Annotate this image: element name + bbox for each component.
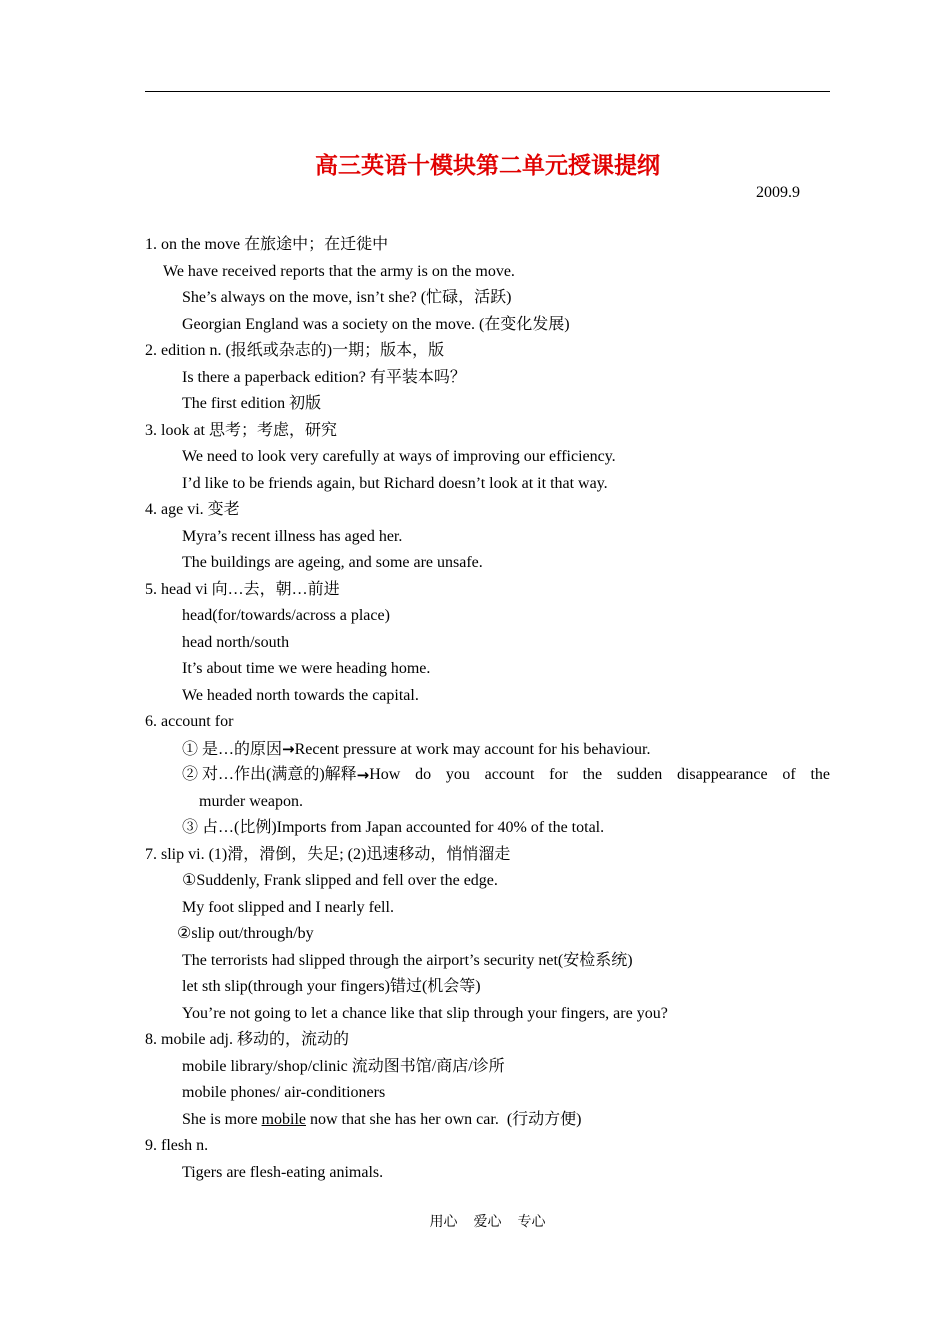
sense-label: ① 是…的原因	[182, 740, 283, 758]
example-line: head north/south	[182, 633, 290, 651]
example-line: The buildings are ageing, and some are unsafe.	[182, 554, 483, 571]
example-line: ①Suddenly, Frank slipped and fell over the edge.	[182, 872, 498, 889]
document-title: 高三英语十模块第二单元授课提纲	[315, 153, 660, 178]
example-line: It’s about time we were heading home.	[182, 660, 431, 677]
example-line: head(for/towards/across a place)	[182, 607, 390, 624]
entry-heading: 1. on the move 在旅途中；在迁徙中	[145, 236, 389, 253]
example-line: ②slip out/through/by	[177, 925, 314, 942]
arrow-icon: →	[356, 766, 370, 784]
example-line: You’re not going to let a chance like that slip through your fingers, are you?	[182, 1004, 668, 1022]
entry-heading: 4. age vi. 变老	[145, 501, 240, 518]
entry-heading: 2. edition n. (报纸或杂志的)一期；版本，版	[145, 342, 445, 359]
example-line: The first edition 初版	[182, 395, 322, 412]
entry-heading: 9. flesh n.	[145, 1137, 209, 1154]
document-body	[145, 232, 830, 1186]
example-line: I’d like to be friends again, but Richard doesn’t look at it that way.	[182, 474, 608, 492]
example-line: mobile library/shop/clinic 流动图书馆/商店/诊所	[182, 1057, 505, 1075]
sense-example: Recent pressure at work may account for his behaviour.	[294, 740, 651, 758]
sense-example: How do you account for the sudden disappearance of the	[369, 766, 830, 783]
example-line: My foot slipped and I nearly fell.	[182, 898, 394, 916]
example-line: The terrorists had slipped through the airport’s security net(安检系统)	[182, 951, 633, 969]
sense-line	[145, 762, 830, 789]
example-text: She is more	[182, 1110, 262, 1128]
example-line: Tigers are flesh-eating animals.	[182, 1163, 384, 1181]
example-line: let sth slip(through your fingers)错过(机会等)	[182, 978, 481, 995]
example-line: Myra’s recent illness has aged her.	[182, 527, 403, 545]
entry-heading: 3. look at 思考；考虑，研究	[145, 421, 337, 439]
underlined-word: mobile	[261, 1110, 306, 1128]
sense-line: ③ 占…(比例)Imports from Japan accounted for 40% of the total.	[182, 819, 605, 836]
entry-heading: 6. account for	[145, 713, 234, 730]
footer-text: 用心	[429, 1215, 458, 1230]
entry-heading: 5. head vi 向…去，朝…前进	[145, 580, 340, 598]
example-line: She’s always on the move, isn’t she? (忙碌，活跃)	[182, 289, 512, 306]
footer-text: 爱心	[473, 1215, 502, 1230]
page-footer	[145, 1213, 830, 1233]
example-line: We need to look very carefully at ways of improving our efficiency.	[182, 448, 616, 465]
example-continuation: murder weapon.	[199, 792, 303, 810]
sense-label: ② 对…作出(满意的)解释	[182, 766, 357, 783]
footer-text: 专心	[517, 1215, 546, 1230]
example-line: Georgian England was a society on the move. (在变化发展)	[182, 315, 570, 333]
entry-heading: 8. mobile adj. 移动的，流动的	[145, 1031, 349, 1048]
header-rule	[145, 91, 830, 92]
example-line: We have received reports that the army is on the move.	[163, 262, 515, 280]
document-date: 2009.9	[756, 184, 800, 201]
example-line: mobile phones/ air-conditioners	[182, 1084, 386, 1101]
example-text: now that she has her own car. (行动方便)	[305, 1110, 582, 1128]
sense-line	[145, 736, 830, 763]
example-line	[145, 1107, 830, 1134]
example-line: We headed north towards the capital.	[182, 686, 419, 704]
entry-heading: 7. slip vi. (1)滑，滑倒，失足; (2)迅速移动，悄悄溜走	[145, 845, 511, 863]
arrow-icon: →	[282, 739, 295, 758]
example-line: Is there a paperback edition? 有平装本吗？	[182, 368, 466, 386]
